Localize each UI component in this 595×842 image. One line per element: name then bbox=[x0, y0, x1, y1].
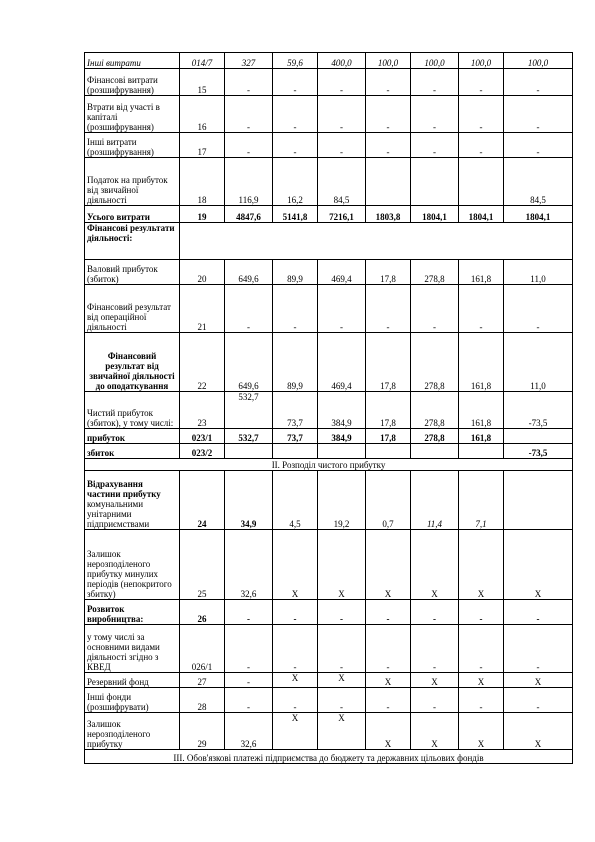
value-cell: - bbox=[318, 69, 366, 96]
value-cell: - bbox=[504, 133, 573, 158]
table-row bbox=[85, 333, 573, 392]
table-row bbox=[85, 69, 573, 96]
row-label: Залишок нерозподіленого прибутку bbox=[85, 713, 180, 750]
value-cell: - bbox=[366, 600, 411, 625]
value-cell: 161,8 bbox=[459, 260, 504, 285]
row-code: 16 bbox=[180, 96, 225, 133]
value-cell: -73,5 bbox=[504, 444, 573, 459]
value-cell bbox=[318, 444, 366, 459]
value-cell: 59,6 bbox=[273, 53, 318, 69]
value-cell: 327 bbox=[225, 53, 273, 69]
value-cell: - bbox=[366, 69, 411, 96]
value-cell: 0,7 bbox=[366, 471, 411, 530]
value-cell: - bbox=[225, 688, 273, 713]
row-label: Фінансові результати діяльності: bbox=[85, 223, 180, 260]
row-code: 19 bbox=[180, 206, 225, 223]
value-cell: - bbox=[225, 673, 273, 688]
table-row bbox=[85, 713, 573, 750]
value-cell: X bbox=[273, 713, 318, 750]
table-row bbox=[85, 133, 573, 158]
value-cell: - bbox=[273, 600, 318, 625]
value-cell: X bbox=[366, 713, 411, 750]
value-cell: 384,9 bbox=[318, 392, 366, 429]
table-row bbox=[85, 530, 573, 600]
value-cell bbox=[411, 444, 459, 459]
row-label: Валовий прибуток (збиток) bbox=[85, 260, 180, 285]
value-cell: X bbox=[318, 530, 366, 600]
value-cell: - bbox=[459, 69, 504, 96]
row-label: Розвиток виробництва: bbox=[85, 600, 180, 625]
row-code: 17 bbox=[180, 133, 225, 158]
value-cell: - bbox=[273, 69, 318, 96]
row-code: 29 bbox=[180, 713, 225, 750]
table-row bbox=[85, 260, 573, 285]
table-row bbox=[85, 673, 573, 688]
value-cell: X bbox=[318, 713, 366, 750]
value-cell: - bbox=[504, 69, 573, 96]
table-row bbox=[85, 429, 573, 444]
row-label: Втрати від участі в капіталі (розшифрування) bbox=[85, 96, 180, 133]
value-cell: 278,8 bbox=[411, 260, 459, 285]
row-label: Залишок нерозподіленого прибутку минулих періодів (непокритого збитку) bbox=[85, 530, 180, 600]
value-cell: - bbox=[459, 625, 504, 673]
value-cell: - bbox=[318, 688, 366, 713]
value-cell: X bbox=[411, 530, 459, 600]
value-cell: 89,9 bbox=[273, 333, 318, 392]
value-cell: - bbox=[366, 285, 411, 333]
row-code: 22 bbox=[180, 333, 225, 392]
value-cell bbox=[225, 444, 273, 459]
value-cell: 73,7 bbox=[273, 429, 318, 444]
row-code: 026/1 bbox=[180, 625, 225, 673]
row-code: 014/7 bbox=[180, 53, 225, 69]
row-label: Інші витрати bbox=[85, 53, 180, 69]
value-cell: - bbox=[411, 96, 459, 133]
row-label: Інші фонди (розшифрувати) bbox=[85, 688, 180, 713]
value-cell: 649,6 bbox=[225, 260, 273, 285]
value-cell: X bbox=[504, 673, 573, 688]
value-cell: 19,2 bbox=[318, 471, 366, 530]
value-cell: X bbox=[459, 713, 504, 750]
table-row bbox=[85, 53, 573, 69]
value-cell: X bbox=[459, 530, 504, 600]
value-cell: 89,9 bbox=[273, 260, 318, 285]
value-cell: - bbox=[504, 96, 573, 133]
row-label: Фінансові витрати (розшифрування) bbox=[85, 69, 180, 96]
value-cell: - bbox=[411, 688, 459, 713]
table-row bbox=[85, 750, 573, 764]
value-cell: 100,0 bbox=[366, 53, 411, 69]
value-cell bbox=[504, 471, 573, 530]
table-row bbox=[85, 206, 573, 223]
value-cell: - bbox=[504, 688, 573, 713]
row-label: Відрахування частини прибутку комунальними унітарними підприємствами bbox=[85, 471, 180, 530]
table-row bbox=[85, 158, 573, 206]
value-cell: - bbox=[411, 285, 459, 333]
value-cell: 4847,6 bbox=[225, 206, 273, 223]
empty-span-cell bbox=[180, 223, 573, 260]
value-cell: X bbox=[411, 713, 459, 750]
value-cell: X bbox=[273, 673, 318, 688]
value-cell: X bbox=[318, 673, 366, 688]
table-row bbox=[85, 223, 573, 260]
value-cell: - bbox=[225, 600, 273, 625]
table-row bbox=[85, 688, 573, 713]
row-code: 18 bbox=[180, 158, 225, 206]
value-cell bbox=[459, 158, 504, 206]
value-cell: 278,8 bbox=[411, 333, 459, 392]
value-cell: - bbox=[459, 96, 504, 133]
value-cell: - bbox=[273, 285, 318, 333]
table-row bbox=[85, 392, 573, 429]
value-cell: 116,9 bbox=[225, 158, 273, 206]
value-cell: X bbox=[366, 530, 411, 600]
value-cell: - bbox=[366, 96, 411, 133]
value-cell: 278,8 bbox=[411, 429, 459, 444]
value-cell: 11,4 bbox=[411, 471, 459, 530]
table-row bbox=[85, 459, 573, 471]
row-label: Чистий прибуток (збиток), у тому числі: bbox=[85, 392, 180, 429]
value-cell bbox=[366, 444, 411, 459]
table-row bbox=[85, 600, 573, 625]
value-cell: X bbox=[459, 673, 504, 688]
value-cell: 16,2 bbox=[273, 158, 318, 206]
value-cell: 34,9 bbox=[225, 471, 273, 530]
value-cell: - bbox=[504, 285, 573, 333]
value-cell: 161,8 bbox=[459, 429, 504, 444]
value-cell: - bbox=[318, 600, 366, 625]
value-cell: 11,0 bbox=[504, 333, 573, 392]
row-label: прибуток bbox=[85, 429, 180, 444]
value-cell: 1804,1 bbox=[504, 206, 573, 223]
value-cell: 84,5 bbox=[504, 158, 573, 206]
section-heading: ІІІ. Обов'язкові платежі підприємства до бюджету та державних цільових фондів bbox=[85, 750, 573, 764]
value-cell: 469,4 bbox=[318, 260, 366, 285]
value-cell: - bbox=[225, 69, 273, 96]
row-label: Усього витрати bbox=[85, 206, 180, 223]
financial-table bbox=[84, 52, 573, 764]
row-code: 24 bbox=[180, 471, 225, 530]
row-code: 023/1 bbox=[180, 429, 225, 444]
row-code: 28 bbox=[180, 688, 225, 713]
value-cell: 649,6 bbox=[225, 333, 273, 392]
value-cell: - bbox=[225, 285, 273, 333]
section-heading: ІІ. Розподіл чистого прибутку bbox=[85, 459, 573, 471]
row-label: у тому числі за основними видами діяльності згідно з КВЕД bbox=[85, 625, 180, 673]
value-cell: 532,7 bbox=[225, 392, 273, 429]
value-cell: - bbox=[273, 625, 318, 673]
value-cell: 161,8 bbox=[459, 333, 504, 392]
value-cell: 278,8 bbox=[411, 392, 459, 429]
value-cell: - bbox=[504, 625, 573, 673]
value-cell: 17,8 bbox=[366, 260, 411, 285]
value-cell: 400,0 bbox=[318, 53, 366, 69]
value-cell: 32,6 bbox=[225, 530, 273, 600]
value-cell bbox=[504, 429, 573, 444]
value-cell: - bbox=[318, 285, 366, 333]
value-cell: - bbox=[318, 625, 366, 673]
table-row bbox=[85, 471, 573, 530]
value-cell: 7,1 bbox=[459, 471, 504, 530]
row-label: Резервний фонд bbox=[85, 673, 180, 688]
value-cell: - bbox=[459, 688, 504, 713]
value-cell: - bbox=[366, 133, 411, 158]
value-cell: 84,5 bbox=[318, 158, 366, 206]
row-code: 23 bbox=[180, 392, 225, 429]
value-cell: - bbox=[273, 688, 318, 713]
value-cell: 1804,1 bbox=[411, 206, 459, 223]
value-cell: 161,8 bbox=[459, 392, 504, 429]
value-cell: X bbox=[504, 530, 573, 600]
value-cell: - bbox=[225, 133, 273, 158]
value-cell: X bbox=[411, 673, 459, 688]
row-code: 15 bbox=[180, 69, 225, 96]
value-cell bbox=[459, 444, 504, 459]
value-cell bbox=[273, 444, 318, 459]
value-cell: - bbox=[273, 96, 318, 133]
value-cell: - bbox=[225, 625, 273, 673]
value-cell: 32,6 bbox=[225, 713, 273, 750]
value-cell: - bbox=[318, 133, 366, 158]
value-cell: - bbox=[273, 133, 318, 158]
value-cell: - bbox=[459, 600, 504, 625]
value-cell: X bbox=[366, 673, 411, 688]
table-row bbox=[85, 96, 573, 133]
value-cell: 11,0 bbox=[504, 260, 573, 285]
table-row bbox=[85, 444, 573, 459]
value-cell: 73,7 bbox=[273, 392, 318, 429]
value-cell: - bbox=[411, 69, 459, 96]
value-cell: 1804,1 bbox=[459, 206, 504, 223]
value-cell: - bbox=[411, 600, 459, 625]
row-label: Інші витрати (розшифрування) bbox=[85, 133, 180, 158]
value-cell: - bbox=[366, 688, 411, 713]
row-label: Фінансовий результат від звичайної діяльності до оподаткування bbox=[85, 333, 180, 392]
row-code: 25 bbox=[180, 530, 225, 600]
value-cell: -73,5 bbox=[504, 392, 573, 429]
table-row bbox=[85, 285, 573, 333]
row-label: Податок на прибуток від звичайної діяльності bbox=[85, 158, 180, 206]
value-cell: X bbox=[504, 713, 573, 750]
value-cell: 1803,8 bbox=[366, 206, 411, 223]
value-cell bbox=[366, 158, 411, 206]
value-cell: - bbox=[504, 600, 573, 625]
row-code: 023/2 bbox=[180, 444, 225, 459]
row-code: 26 bbox=[180, 600, 225, 625]
value-cell: 100,0 bbox=[504, 53, 573, 69]
value-cell: 100,0 bbox=[459, 53, 504, 69]
table-body bbox=[85, 53, 573, 764]
value-cell: 100,0 bbox=[411, 53, 459, 69]
value-cell: - bbox=[318, 96, 366, 133]
value-cell: 5141,8 bbox=[273, 206, 318, 223]
value-cell: - bbox=[459, 133, 504, 158]
value-cell: 532,7 bbox=[225, 429, 273, 444]
row-code: 20 bbox=[180, 260, 225, 285]
value-cell: 4,5 bbox=[273, 471, 318, 530]
value-cell: - bbox=[411, 625, 459, 673]
value-cell: - bbox=[459, 285, 504, 333]
row-label: Фінансовий результат від операційної діяльності bbox=[85, 285, 180, 333]
value-cell: - bbox=[411, 133, 459, 158]
value-cell: - bbox=[225, 96, 273, 133]
value-cell: - bbox=[366, 625, 411, 673]
value-cell bbox=[411, 158, 459, 206]
row-code: 27 bbox=[180, 673, 225, 688]
value-cell: 384,9 bbox=[318, 429, 366, 444]
value-cell: 17,8 bbox=[366, 392, 411, 429]
value-cell: 17,8 bbox=[366, 333, 411, 392]
value-cell: 17,8 bbox=[366, 429, 411, 444]
value-cell: 7216,1 bbox=[318, 206, 366, 223]
value-cell: X bbox=[273, 530, 318, 600]
table-row bbox=[85, 625, 573, 673]
row-code: 21 bbox=[180, 285, 225, 333]
value-cell: 469,4 bbox=[318, 333, 366, 392]
row-label: збиток bbox=[85, 444, 180, 459]
